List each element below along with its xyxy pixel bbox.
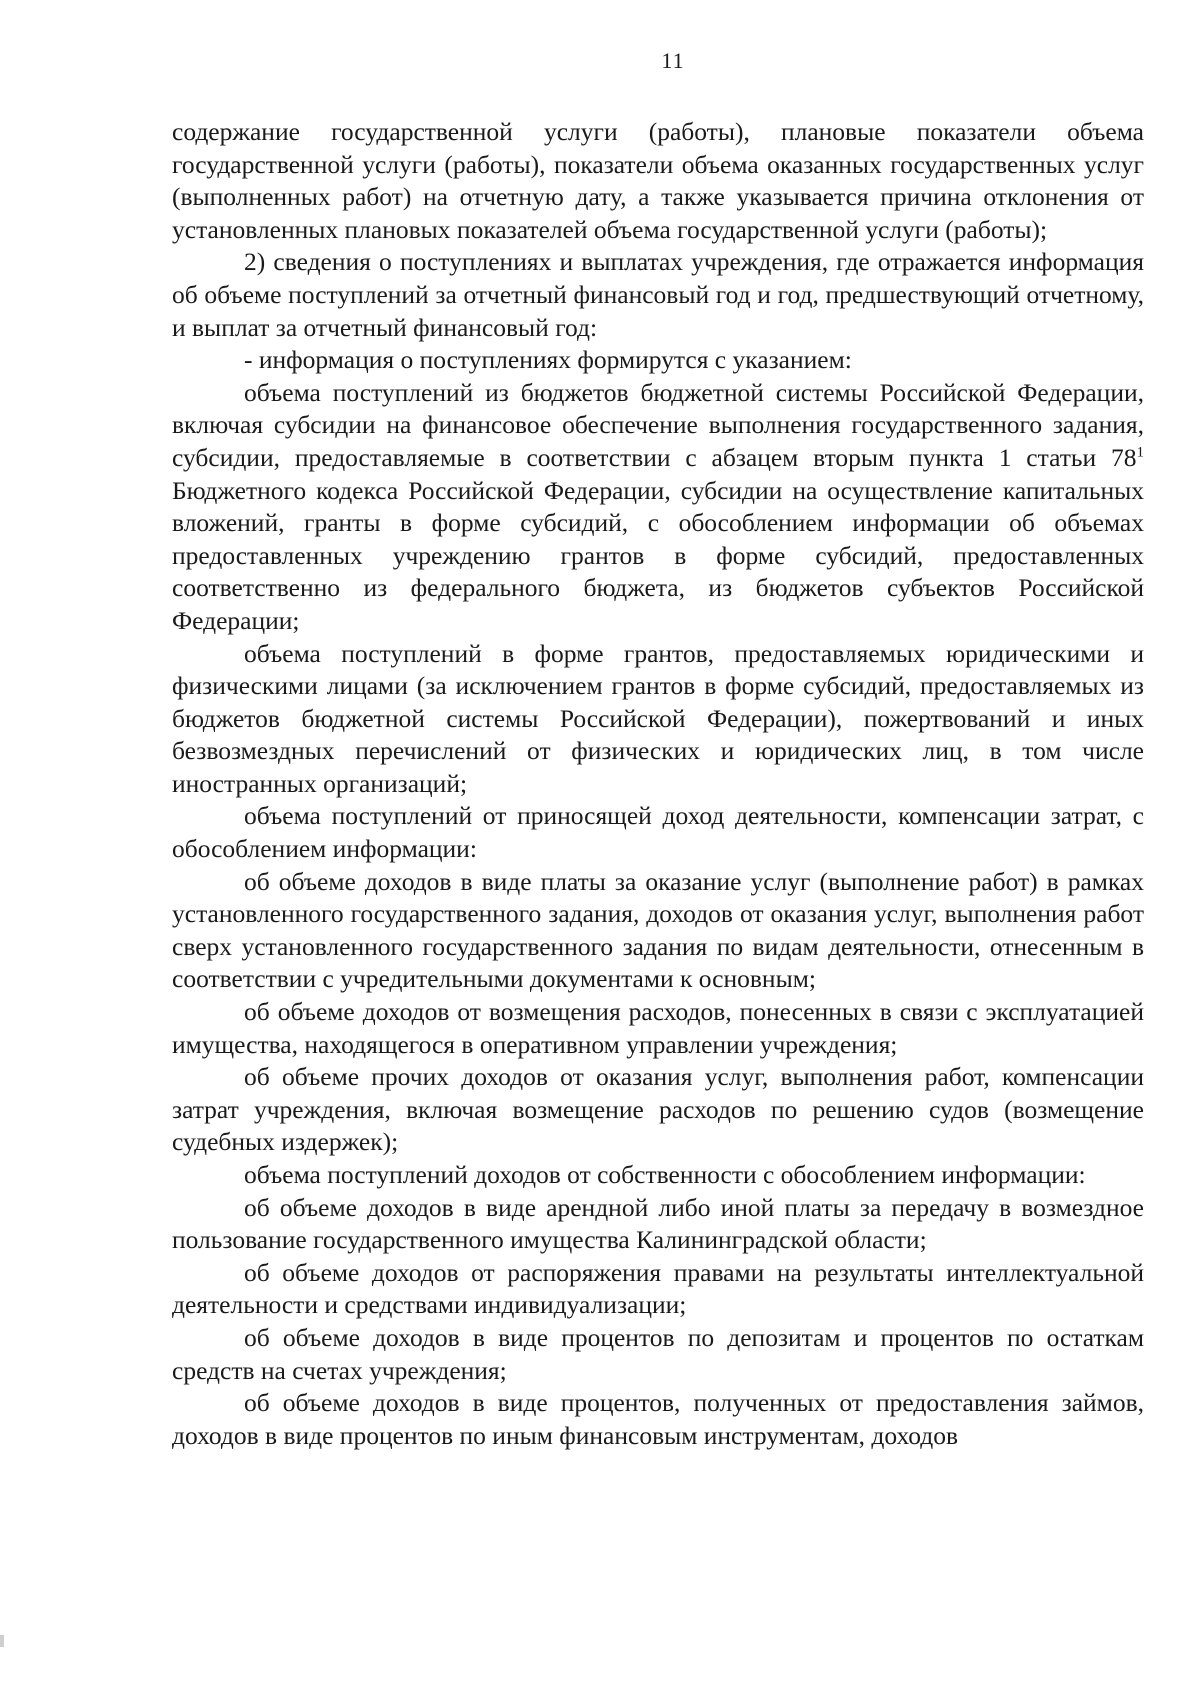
page-number: 11 bbox=[661, 48, 685, 73]
paragraph-service-fees: об объеме доходов в виде платы за оказание услуг (выполнение работ) в рамках установленного государственного задания, доходов от оказания услуг, выполнения работ сверх установленного государственного задания по видам деятельности, отнесенным в соответствии с учредительными документами к основным; bbox=[172, 866, 1144, 994]
paragraph-other-income: об объеме прочих доходов от оказания услуг, выполнения работ, компенсации затрат учреждения, включая возмещение расходов по решению судов (возмещение судебных издержек); bbox=[172, 1062, 1144, 1157]
scan-edge-mark bbox=[0, 1635, 4, 1647]
paragraph-budget-receipts bbox=[172, 377, 1144, 638]
paragraph-rent-income: об объеме доходов в виде арендной либо иной платы за передачу в возмездное пользование государственного имущества Калининградской области; bbox=[172, 1192, 1144, 1255]
paragraph-service-content: содержание государственной услуги (работы), плановые показатели объема государственной услуги (работы), показатели объема оказанных государственных услуг (выполненных работ) на отчетную дату, а также указывается причина отклонения от установленных плановых показателей объема государственной услуги (работы); bbox=[172, 117, 1144, 244]
paragraph-expense-reimbursement: об объеме доходов от возмещения расходов, понесенных в связи с эксплуатацией имущества, находящегося в оперативном управлении учреждения; bbox=[172, 997, 1144, 1059]
budget-receipts-text-start: объема поступлений из бюджетов бюджетной системы Российской Федерации, включая субсидии на финансовое обеспечение выполнения государственного задания, субсидии, предоставляемые в соответствии с абзацем вторым пункта 1 статьи 78 bbox=[172, 377, 1144, 472]
paragraph-income-activity: объема поступлений от приносящей доход деятельности, компенсации затрат, с обособлением информации: bbox=[172, 801, 1144, 864]
paragraph-receipts-info: - информация о поступлениях формирутся с указанием: bbox=[244, 345, 852, 375]
paragraph-property-income: объема поступлений доходов от собственности с обособлением информации: bbox=[244, 1160, 1086, 1189]
paragraph-deposit-interest: об объеме доходов в виде процентов по депозитам и процентов по остаткам средств на счетах учреждения; bbox=[172, 1322, 1144, 1385]
paragraph-loan-interest: об объеме доходов в виде процентов, полученных от предоставления займов, доходов в виде процентов по иным финансовым инструментам, доходов bbox=[172, 1388, 1144, 1450]
budget-receipts-text-end: Бюджетного кодекса Российской Федерации, субсидии на осуществление капитальных вложений, гранты в форме субсидий, с обособлением информации об объемах предоставленных учреждению грантов в форме субсидий, предоставленных соответственно из федерального бюджета, из бюджетов субъектов Российской Федерации; bbox=[172, 475, 1144, 635]
article-superscript: 1 bbox=[1136, 444, 1144, 461]
paragraph-grants-receipts: объема поступлений в форме грантов, предоставляемых юридическими и физическими лицами (за исключением грантов в форме субсидий, предоставляемых из бюджетов бюджетной системы Российской Федерации), пожертвований и иных безвозмездных перечислений от физических и юридических лиц, в том числе иностранных организаций; bbox=[172, 638, 1144, 798]
paragraph-ip-rights-income: об объеме доходов от распоряжения правами на результаты интеллектуальной деятельности и средствами индивидуализации; bbox=[172, 1257, 1144, 1320]
document-body bbox=[172, 116, 1144, 1452]
paragraph-receipts-payments: 2) сведения о поступлениях и выплатах учреждения, где отражается информация об объеме поступлений за отчетный финансовый год и год, предшествующий отчетному, и выплат за отчетный финансовый год: bbox=[172, 247, 1144, 342]
